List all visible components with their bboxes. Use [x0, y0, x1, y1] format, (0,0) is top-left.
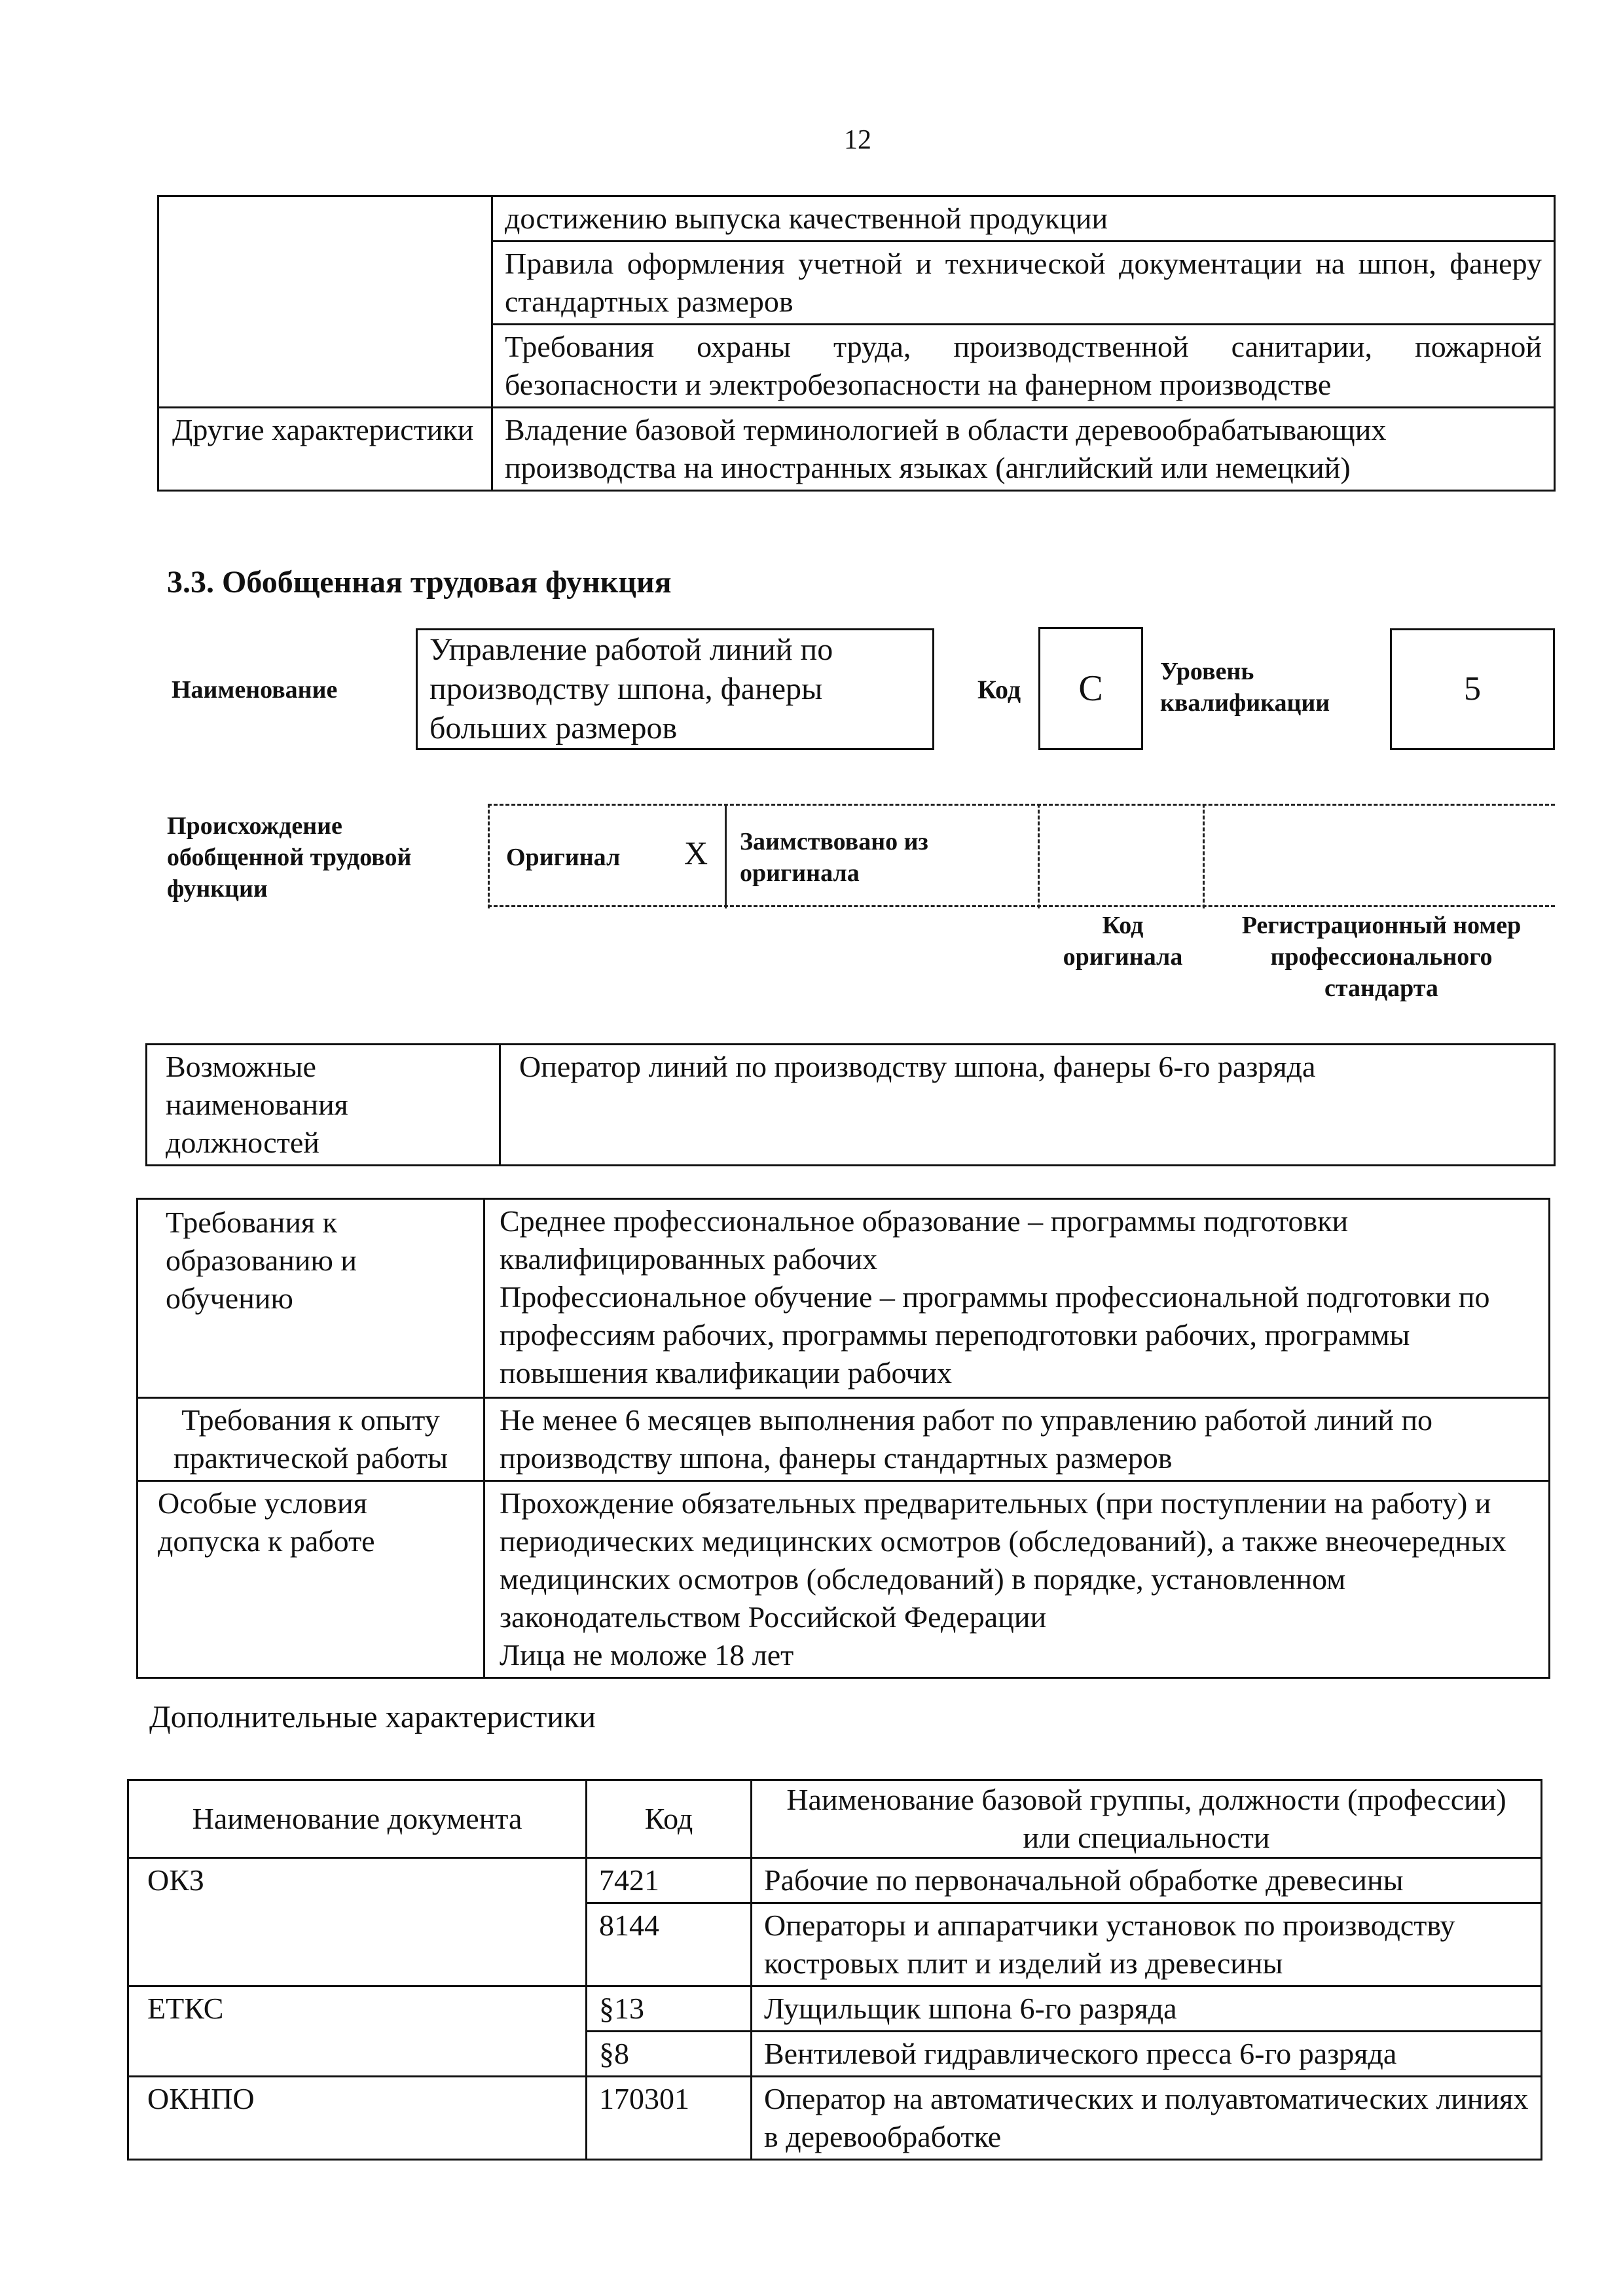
doc-okz: ОКЗ — [128, 1858, 587, 1986]
original-divider — [725, 804, 727, 908]
doc-oknpo: ОКНПО — [128, 2077, 587, 2160]
code-cell: §8 — [587, 2032, 752, 2077]
level-box — [1390, 628, 1555, 750]
original-mark: X — [684, 834, 708, 871]
admission-line: Прохождение обязательных предварительных (при поступлении на работу) и периодических медицинских осмотров (обследований), а также внеочередных медицинских осмотров (обследований) в порядке, установленном законодательством Российской Федерации — [500, 1486, 1506, 1634]
header-name: Наименование базовой группы, должности (профессии) или специальности — [752, 1780, 1542, 1858]
experience-value — [484, 1398, 1550, 1481]
header-code: Код — [587, 1780, 752, 1858]
name-cell: Вентилевой гидравлического пресса 6-го разряда — [752, 2032, 1542, 2077]
code-box — [1038, 627, 1143, 750]
origin-label: Происхождение обобщенной трудовой функции — [167, 812, 412, 903]
name-cell: Операторы и аппаратчики установок по производству костровых плит и изделий из древесины — [752, 1903, 1542, 1986]
doc-etks: ЕТКС — [128, 1986, 587, 2077]
other-characteristics-value: Владение базовой терминологией в области деревообрабатывающих производства на иностранных языках (английский или немецкий) — [492, 408, 1555, 491]
name-value: Управление работой линий по производству шпона, фанеры больших размеров — [429, 632, 833, 745]
table-row: Требования охраны труда, производственной санитарии, пожарной безопасности и электробезопасности на фанерном производстве — [492, 325, 1555, 408]
origin-frame — [488, 804, 1555, 908]
admission-label: Особые условия допуска к работе — [137, 1481, 484, 1678]
origin-left-border — [488, 804, 490, 908]
additional-table — [127, 1779, 1542, 2161]
experience-line: Не менее 6 месяцев выполнения работ по управлению работой линий по производству шпона, фанеры стандартных размеров — [500, 1403, 1433, 1475]
education-label — [137, 1199, 484, 1398]
code-original-caption: Код оригинала — [1063, 912, 1183, 971]
code-label: Код — [977, 675, 1021, 704]
admission-line: Лица не моложе 18 лет — [500, 1638, 794, 1672]
code-cell: 8144 — [587, 1903, 752, 1986]
table-row: Правила оформления учетной и технической документации на шпон, фанеру стандартных размеров — [492, 242, 1555, 325]
header-doc: Наименование документа — [128, 1780, 587, 1858]
positions-table — [145, 1043, 1556, 1166]
original-label: Оригинал — [506, 844, 621, 871]
page-number: 12 — [844, 125, 871, 155]
code-value: C — [1078, 668, 1103, 709]
education-value — [484, 1199, 1550, 1398]
code-cell: 7421 — [587, 1858, 752, 1903]
name-cell: Оператор на автоматических и полуавтоматических линиях в деревообработке — [752, 2077, 1542, 2160]
requirements-table — [136, 1198, 1550, 1679]
section-title: 3.3. Обобщенная трудовая функция — [167, 565, 672, 600]
education-line: Профессиональное обучение – программы профессиональной подготовки по профессиям рабочих, программы переподготовки рабочих, программы повышения квалификации рабочих — [500, 1280, 1490, 1390]
level-value: 5 — [1464, 670, 1481, 708]
name-label: Наименование — [172, 676, 338, 704]
education-line: Среднее профессиональное образование – программы подготовки квалифицированных рабочих — [500, 1204, 1349, 1276]
code-cell: §13 — [587, 1986, 752, 2032]
top-table — [157, 195, 1556, 492]
positions-value: Оператор линий по производству шпона, фанеры 6-го разряда — [500, 1045, 1555, 1166]
origin-bottom-border — [488, 905, 1555, 907]
name-box — [416, 628, 934, 750]
table-row: достижению выпуска качественной продукции — [492, 196, 1555, 242]
education-label-text: Требования к образованию и обучению — [166, 1206, 357, 1315]
admission-value — [484, 1481, 1550, 1678]
name-cell: Рабочие по первоначальной обработке древесины — [752, 1858, 1542, 1903]
positions-label: Возможные наименования должностей — [147, 1045, 500, 1166]
reg-divider — [1203, 804, 1205, 908]
borrowed-label: Заимствовано из оригинала — [740, 828, 928, 887]
other-characteristics-label: Другие характеристики — [158, 408, 492, 491]
code-divider — [1038, 804, 1040, 908]
experience-label: Требования к опыту практической работы — [137, 1398, 484, 1481]
reg-number-caption: Регистрационный номер профессионального стандарта — [1241, 912, 1522, 1002]
name-cell: Лущильщик шпона 6-го разряда — [752, 1986, 1542, 2032]
level-label: Уровень квалификации — [1160, 658, 1330, 717]
origin-top-border — [488, 804, 1555, 806]
additional-title: Дополнительные характеристики — [149, 1700, 596, 1734]
empty-label-cell — [158, 196, 492, 408]
code-cell: 170301 — [587, 2077, 752, 2160]
